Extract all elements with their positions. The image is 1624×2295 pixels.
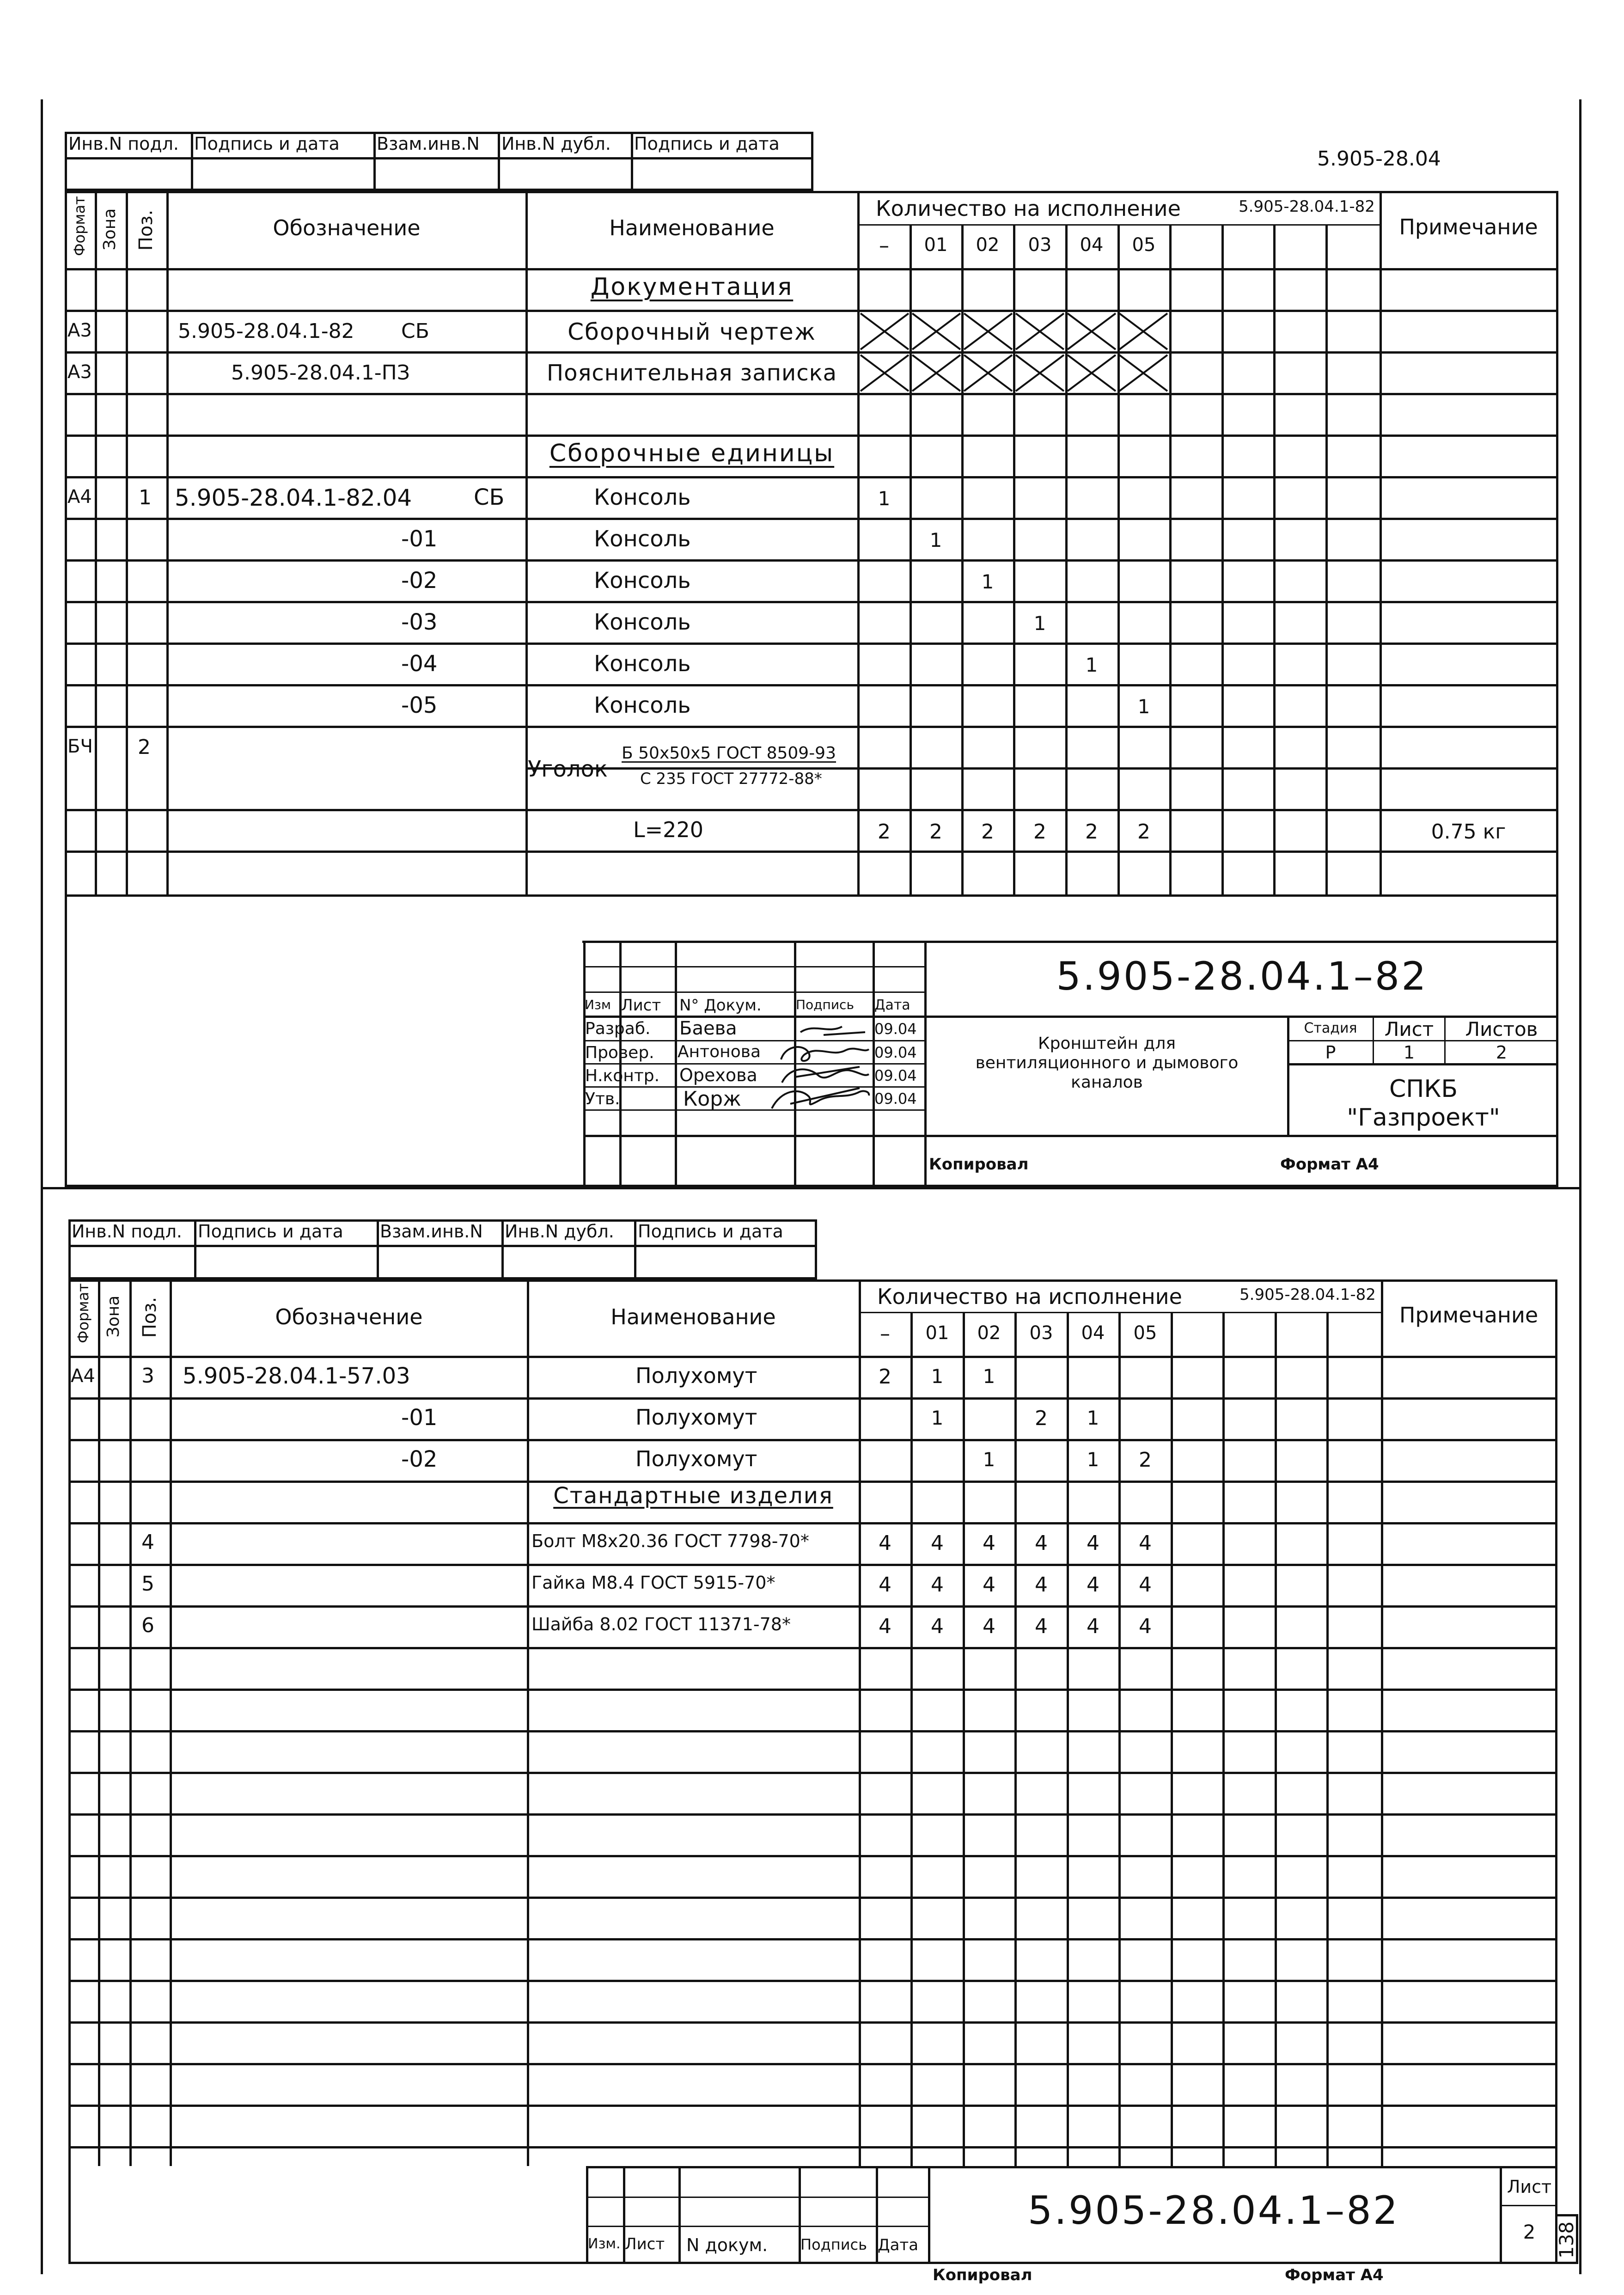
qty-cell: 1 — [983, 1448, 995, 1471]
tb-col-header: Лист — [625, 2235, 665, 2253]
table-bottom — [68, 2262, 1557, 2264]
strip-vline — [194, 1219, 196, 1279]
angle-length: L=220 — [633, 817, 703, 842]
tb-line — [65, 1185, 1558, 1187]
qty-cell: 4 — [1139, 1573, 1152, 1597]
header-variant: 05 — [1132, 234, 1156, 256]
strip-vline — [634, 1219, 636, 1279]
col-line — [857, 191, 860, 896]
row-name: Сборочный чертеж — [568, 318, 816, 345]
tb-line — [1500, 2205, 1557, 2206]
row-name: Консоль — [594, 692, 691, 718]
header-bottom — [68, 1356, 1557, 1358]
row-pos: 1 — [139, 486, 152, 509]
header-qty-code: 5.905-28.04.1-82 — [1239, 1285, 1376, 1304]
tb-title-line: каналов — [1071, 1073, 1143, 1092]
row-pos: 6 — [141, 1614, 154, 1637]
tb-date: 09.04 — [874, 1020, 917, 1038]
header-variant: 01 — [924, 234, 948, 256]
tb-line — [586, 2226, 928, 2227]
row-line — [65, 559, 1558, 562]
row-line — [65, 351, 1558, 354]
tb-line — [583, 966, 925, 967]
row-line — [68, 1938, 1557, 1940]
col-line — [65, 191, 67, 896]
qty-cell: 4 — [1087, 1573, 1099, 1597]
strip-vline — [65, 132, 67, 191]
qty-cell: 2 — [879, 1365, 891, 1389]
tb-name: Корж — [683, 1087, 741, 1111]
header-zone: Зона — [104, 1295, 123, 1338]
qty-cell: 4 — [879, 1573, 891, 1597]
row-designation: 5.905-28.04.1-82 — [178, 319, 354, 343]
row-pos: 3 — [141, 1364, 154, 1388]
tb-title-line: вентиляционного и дымового — [975, 1053, 1239, 1072]
signature-icon — [776, 1041, 873, 1065]
row-designation: -04 — [401, 651, 438, 677]
row-line — [68, 1522, 1557, 1524]
tb-col-header: Подпись — [800, 2236, 867, 2253]
header-note: Примечание — [1399, 214, 1538, 239]
qty-cell: 4 — [983, 1531, 995, 1555]
signature-icon — [796, 1018, 871, 1039]
row-name: Пояснительная записка — [546, 360, 837, 386]
tb-col-header: N° Докум. — [679, 996, 762, 1015]
section-assemblies: Сборочные единицы — [549, 440, 835, 467]
header-pos: Поз. — [135, 209, 157, 251]
row-line — [68, 1564, 1557, 1566]
table-top — [68, 1279, 1557, 1282]
row-line — [65, 518, 1558, 520]
row-name: Консоль — [594, 526, 691, 552]
strip-label: Подпись и дата — [634, 134, 780, 154]
tb-sheet-label: Лист — [1384, 1018, 1434, 1040]
header-variant: 03 — [1029, 1322, 1053, 1344]
col-line-left-lower — [65, 896, 67, 1187]
row-name: Полухомут — [635, 1363, 757, 1388]
header-format: Формат — [71, 196, 88, 256]
sheet-number-top: 5.905-28.04 — [1317, 147, 1441, 171]
angle-name-prefix: Уголок — [528, 756, 608, 782]
row-designation: 5.905-28.04.1-57.03 — [183, 1363, 410, 1389]
row-format: А4 — [67, 486, 92, 508]
tb-line — [1373, 1016, 1374, 1063]
row-line — [65, 684, 1558, 686]
tb-title-line: Кронштейн для — [1038, 1034, 1176, 1053]
col-line — [527, 1279, 529, 2166]
col-line — [98, 1279, 100, 2166]
qty-header-split — [859, 224, 1381, 226]
tb-stage-label: Стадия — [1304, 1020, 1357, 1036]
qty-cell: 4 — [1087, 1531, 1099, 1555]
strip-vline — [501, 1219, 504, 1279]
col-line-left-lower — [68, 2166, 71, 2264]
row-line — [68, 1730, 1557, 1732]
row-name: Гайка М8.4 ГОСТ 5915-70* — [531, 1573, 775, 1593]
header-qty-title: Количество на исполнение — [877, 1284, 1182, 1309]
header-designation: Обозначение — [273, 215, 421, 240]
col-line — [129, 1279, 132, 2166]
row-pos: 2 — [138, 735, 151, 759]
col-line — [170, 1279, 172, 2166]
tb-line — [583, 1135, 1558, 1137]
strip-line-mid — [68, 1245, 817, 1247]
tb-name: Орехова — [679, 1065, 757, 1085]
row-line — [68, 1897, 1557, 1899]
header-variant: – — [879, 234, 889, 257]
row-line — [68, 1689, 1557, 1691]
qty-cell: 4 — [983, 1573, 995, 1597]
qty-cell: 4 — [1035, 1573, 1048, 1597]
doc-number: 5.905-28.04.1–82 — [1027, 2188, 1400, 2233]
footer-copied: Копировал — [929, 1155, 1029, 1174]
qty-cell: 1 — [878, 487, 891, 510]
row-name: Шайба 8.02 ГОСТ 11371-78* — [531, 1614, 791, 1634]
strip-label: Взам.инв.N — [377, 134, 480, 154]
tb-line — [583, 991, 925, 993]
qty-cell: 4 — [931, 1531, 944, 1555]
qty-cell: 4 — [879, 1531, 891, 1555]
strip-line-mid — [65, 157, 813, 159]
tb-line — [583, 1063, 925, 1065]
qty-cell: 2 — [981, 820, 994, 844]
header-variant: 04 — [1080, 234, 1104, 256]
signature-icon — [776, 1063, 873, 1087]
strip-label: Взам.инв.N — [380, 1221, 483, 1242]
row-name: Полухомут — [635, 1446, 757, 1471]
footer-format: Формат А4 — [1285, 2266, 1384, 2284]
angle-spec-bottom: С 235 ГОСТ 27772-88* — [640, 770, 822, 788]
strip-label: Инв.N дубл. — [505, 1221, 614, 1242]
tb-line — [586, 2166, 1557, 2168]
tb-line — [582, 941, 1558, 943]
row-name: Консоль — [594, 484, 691, 510]
tb-line — [583, 1109, 925, 1111]
qty-cell: 4 — [1139, 1615, 1152, 1638]
signature-icon — [767, 1085, 873, 1112]
qty-cell: 2 — [1137, 820, 1150, 844]
tb-role: Н.контр. — [585, 1066, 660, 1085]
strip-vline — [191, 132, 193, 191]
row-suffix: СБ — [474, 484, 505, 510]
tb-col-header: Лист — [621, 996, 661, 1015]
header-variant: 04 — [1081, 1322, 1105, 1344]
row-designation: -02 — [401, 568, 438, 594]
qty-cell: 4 — [931, 1615, 944, 1638]
row-line — [65, 726, 1558, 728]
row-line — [68, 1772, 1557, 1774]
header-pos: Поз. — [139, 1297, 160, 1338]
row-name: Полухомут — [635, 1405, 757, 1430]
row-designation: 5.905-28.04.1-ПЗ — [231, 361, 410, 385]
col-line — [859, 1279, 861, 2166]
tb-sheets-label: Листов — [1465, 1018, 1538, 1040]
row-line — [68, 1605, 1557, 1608]
row-line — [68, 1980, 1557, 1982]
table-top — [65, 191, 1558, 193]
strip-vline — [811, 132, 813, 191]
tb-line — [1287, 1063, 1558, 1065]
row-note: 0.75 кг — [1431, 820, 1506, 844]
qty-cell: 1 — [1087, 1448, 1099, 1471]
qty-cell: 1 — [1033, 612, 1046, 635]
row-line — [65, 435, 1558, 437]
header-variant: 02 — [977, 1322, 1001, 1344]
header-bottom — [65, 268, 1558, 270]
row-name: Консоль — [594, 609, 691, 635]
doc-number: 5.905-28.04.1–82 — [1056, 954, 1428, 999]
header-variant: 03 — [1028, 234, 1052, 256]
row-designation: -05 — [401, 692, 438, 718]
row-designation: -02 — [401, 1446, 438, 1472]
row-format: А3 — [67, 361, 92, 383]
row-pos: 5 — [141, 1572, 154, 1596]
row-line — [65, 894, 1558, 897]
col-line — [1380, 191, 1382, 896]
qty-cell: 1 — [929, 529, 942, 551]
row-designation: -03 — [401, 609, 438, 635]
strip-vline — [377, 1219, 379, 1279]
tb-org-line1: СПКБ — [1389, 1075, 1458, 1103]
tb-col-header: Дата — [874, 997, 910, 1013]
tb-col-header: Изм. — [588, 2236, 621, 2252]
header-variant: 05 — [1133, 1322, 1157, 1344]
tb-col-header: Дата — [878, 2236, 919, 2254]
section-standard-items: Стандартные изделия — [553, 1483, 833, 1509]
qty-cell: 2 — [929, 820, 942, 844]
row-line — [65, 310, 1558, 312]
row-line — [65, 643, 1558, 645]
qty-header-split — [860, 1312, 1382, 1313]
row-format: А3 — [67, 320, 92, 341]
row-name: Консоль — [594, 568, 691, 594]
tb-date: 09.04 — [874, 1067, 917, 1084]
qty-cell: 1 — [931, 1407, 944, 1429]
row-line — [65, 393, 1558, 395]
tb-role: Утв. — [585, 1089, 620, 1108]
strip-vline — [68, 1219, 71, 1279]
qty-cell: 4 — [1035, 1531, 1048, 1555]
strip-label: Инв.N дубл. — [501, 134, 611, 154]
qty-cell: 1 — [1137, 695, 1150, 718]
tb-sheet: 1 — [1403, 1042, 1415, 1063]
qty-cell: 4 — [1139, 1531, 1152, 1555]
row-name: Болт М8х20.36 ГОСТ 7798-70* — [531, 1531, 809, 1551]
tb-col-header: Изм — [585, 997, 611, 1012]
not-applicable-crosses — [859, 311, 1173, 394]
header-format: Формат — [74, 1283, 92, 1343]
tb-col-header: Подпись — [796, 997, 854, 1012]
sheet-divider — [41, 1187, 1581, 1189]
strip-label: Подпись и дата — [638, 1221, 783, 1242]
tb-line — [678, 2166, 681, 2263]
header-note: Примечание — [1399, 1303, 1539, 1328]
qty-cell: 2 — [1033, 820, 1046, 844]
row-line — [68, 2105, 1557, 2107]
tb-line — [583, 1086, 925, 1088]
col-line — [1381, 1279, 1383, 2166]
row-line — [68, 2021, 1557, 2024]
qty-cell: 4 — [1087, 1615, 1099, 1638]
row-suffix: СБ — [401, 319, 429, 343]
tb-sheet: 2 — [1523, 2221, 1536, 2243]
header-qty-title: Количество на исполнение — [876, 196, 1181, 221]
row-format: БЧ — [67, 736, 93, 757]
tb-sheets: 2 — [1496, 1042, 1508, 1063]
row-designation: -01 — [401, 1405, 438, 1431]
tb-name: Антонова — [678, 1042, 761, 1061]
page-stamp: 138 — [1555, 2221, 1578, 2259]
tb-line — [1444, 1016, 1446, 1063]
header-name: Наименование — [609, 215, 775, 240]
strip-label: Инв.N подл. — [72, 1221, 182, 1242]
footer-format: Формат А4 — [1280, 1155, 1379, 1174]
row-designation: -01 — [401, 526, 438, 552]
header-qty-code: 5.905-28.04.1-82 — [1239, 197, 1375, 216]
qty-cell: 4 — [983, 1615, 995, 1638]
strip-vline — [631, 132, 633, 191]
row-line — [65, 601, 1558, 603]
tb-line — [586, 2197, 928, 2198]
strip-label: Подпись и дата — [198, 1221, 343, 1242]
tb-name: Баева — [679, 1018, 737, 1039]
section-documentation: Документация — [590, 273, 794, 301]
row-line — [68, 1855, 1557, 1857]
row-designation: 5.905-28.04.1-82.04 — [175, 484, 412, 511]
header-variant: 01 — [925, 1322, 949, 1344]
header-name: Наименование — [611, 1304, 776, 1329]
tb-line — [583, 1040, 925, 1041]
qty-cell: 1 — [931, 1365, 944, 1388]
row-pos: 4 — [141, 1530, 154, 1554]
qty-cell: 2 — [1035, 1407, 1048, 1430]
row-format: А4 — [71, 1365, 95, 1387]
qty-cell: 1 — [983, 1365, 995, 1388]
row-line — [65, 476, 1558, 478]
tb-stage: Р — [1325, 1042, 1336, 1063]
qty-cell: 1 — [1085, 654, 1098, 676]
qty-cell: 2 — [1139, 1448, 1152, 1472]
tb-date: 09.04 — [874, 1090, 917, 1108]
qty-cell: 2 — [878, 820, 891, 844]
col-line — [166, 191, 169, 896]
header-variant: 02 — [976, 234, 1000, 256]
tb-col-header: N докум. — [686, 2235, 768, 2255]
col-line — [126, 191, 128, 896]
header-designation: Обозначение — [275, 1304, 423, 1329]
tb-sheet-label: Лист — [1507, 2177, 1552, 2197]
strip-vline — [373, 132, 376, 191]
strip-vline — [815, 1219, 817, 1279]
qty-cell: 4 — [1035, 1615, 1048, 1638]
row-line — [65, 851, 1558, 853]
row-name: Консоль — [594, 651, 691, 677]
qty-cell: 1 — [981, 570, 994, 593]
row-line — [68, 2063, 1557, 2065]
qty-cell: 4 — [931, 1573, 944, 1597]
row-line — [65, 809, 1558, 811]
header-zone: Зона — [100, 208, 119, 251]
footer-copied: Копировал — [933, 2266, 1032, 2284]
tb-role: Провер. — [585, 1043, 654, 1062]
strip-label: Подпись и дата — [194, 134, 340, 154]
header-variant: – — [880, 1322, 890, 1346]
angle-spec-top: Б 50х50х5 ГОСТ 8509-93 — [622, 744, 836, 763]
col-line — [95, 191, 97, 896]
col-line — [68, 1279, 71, 2166]
row-line — [68, 1813, 1557, 1816]
row-line — [68, 1647, 1557, 1649]
strip-label: Инв.N подл. — [68, 134, 179, 154]
tb-org-line2: "Газпроект" — [1347, 1104, 1500, 1132]
strip-vline — [498, 132, 500, 191]
tb-date: 09.04 — [874, 1044, 917, 1061]
tb-role: Разраб. — [585, 1019, 651, 1038]
qty-cell: 2 — [1085, 820, 1098, 844]
row-line — [68, 1439, 1557, 1441]
qty-cell: 1 — [1087, 1407, 1099, 1429]
row-line — [68, 1397, 1557, 1400]
row-line — [68, 2146, 1557, 2148]
qty-cell: 4 — [879, 1615, 891, 1638]
